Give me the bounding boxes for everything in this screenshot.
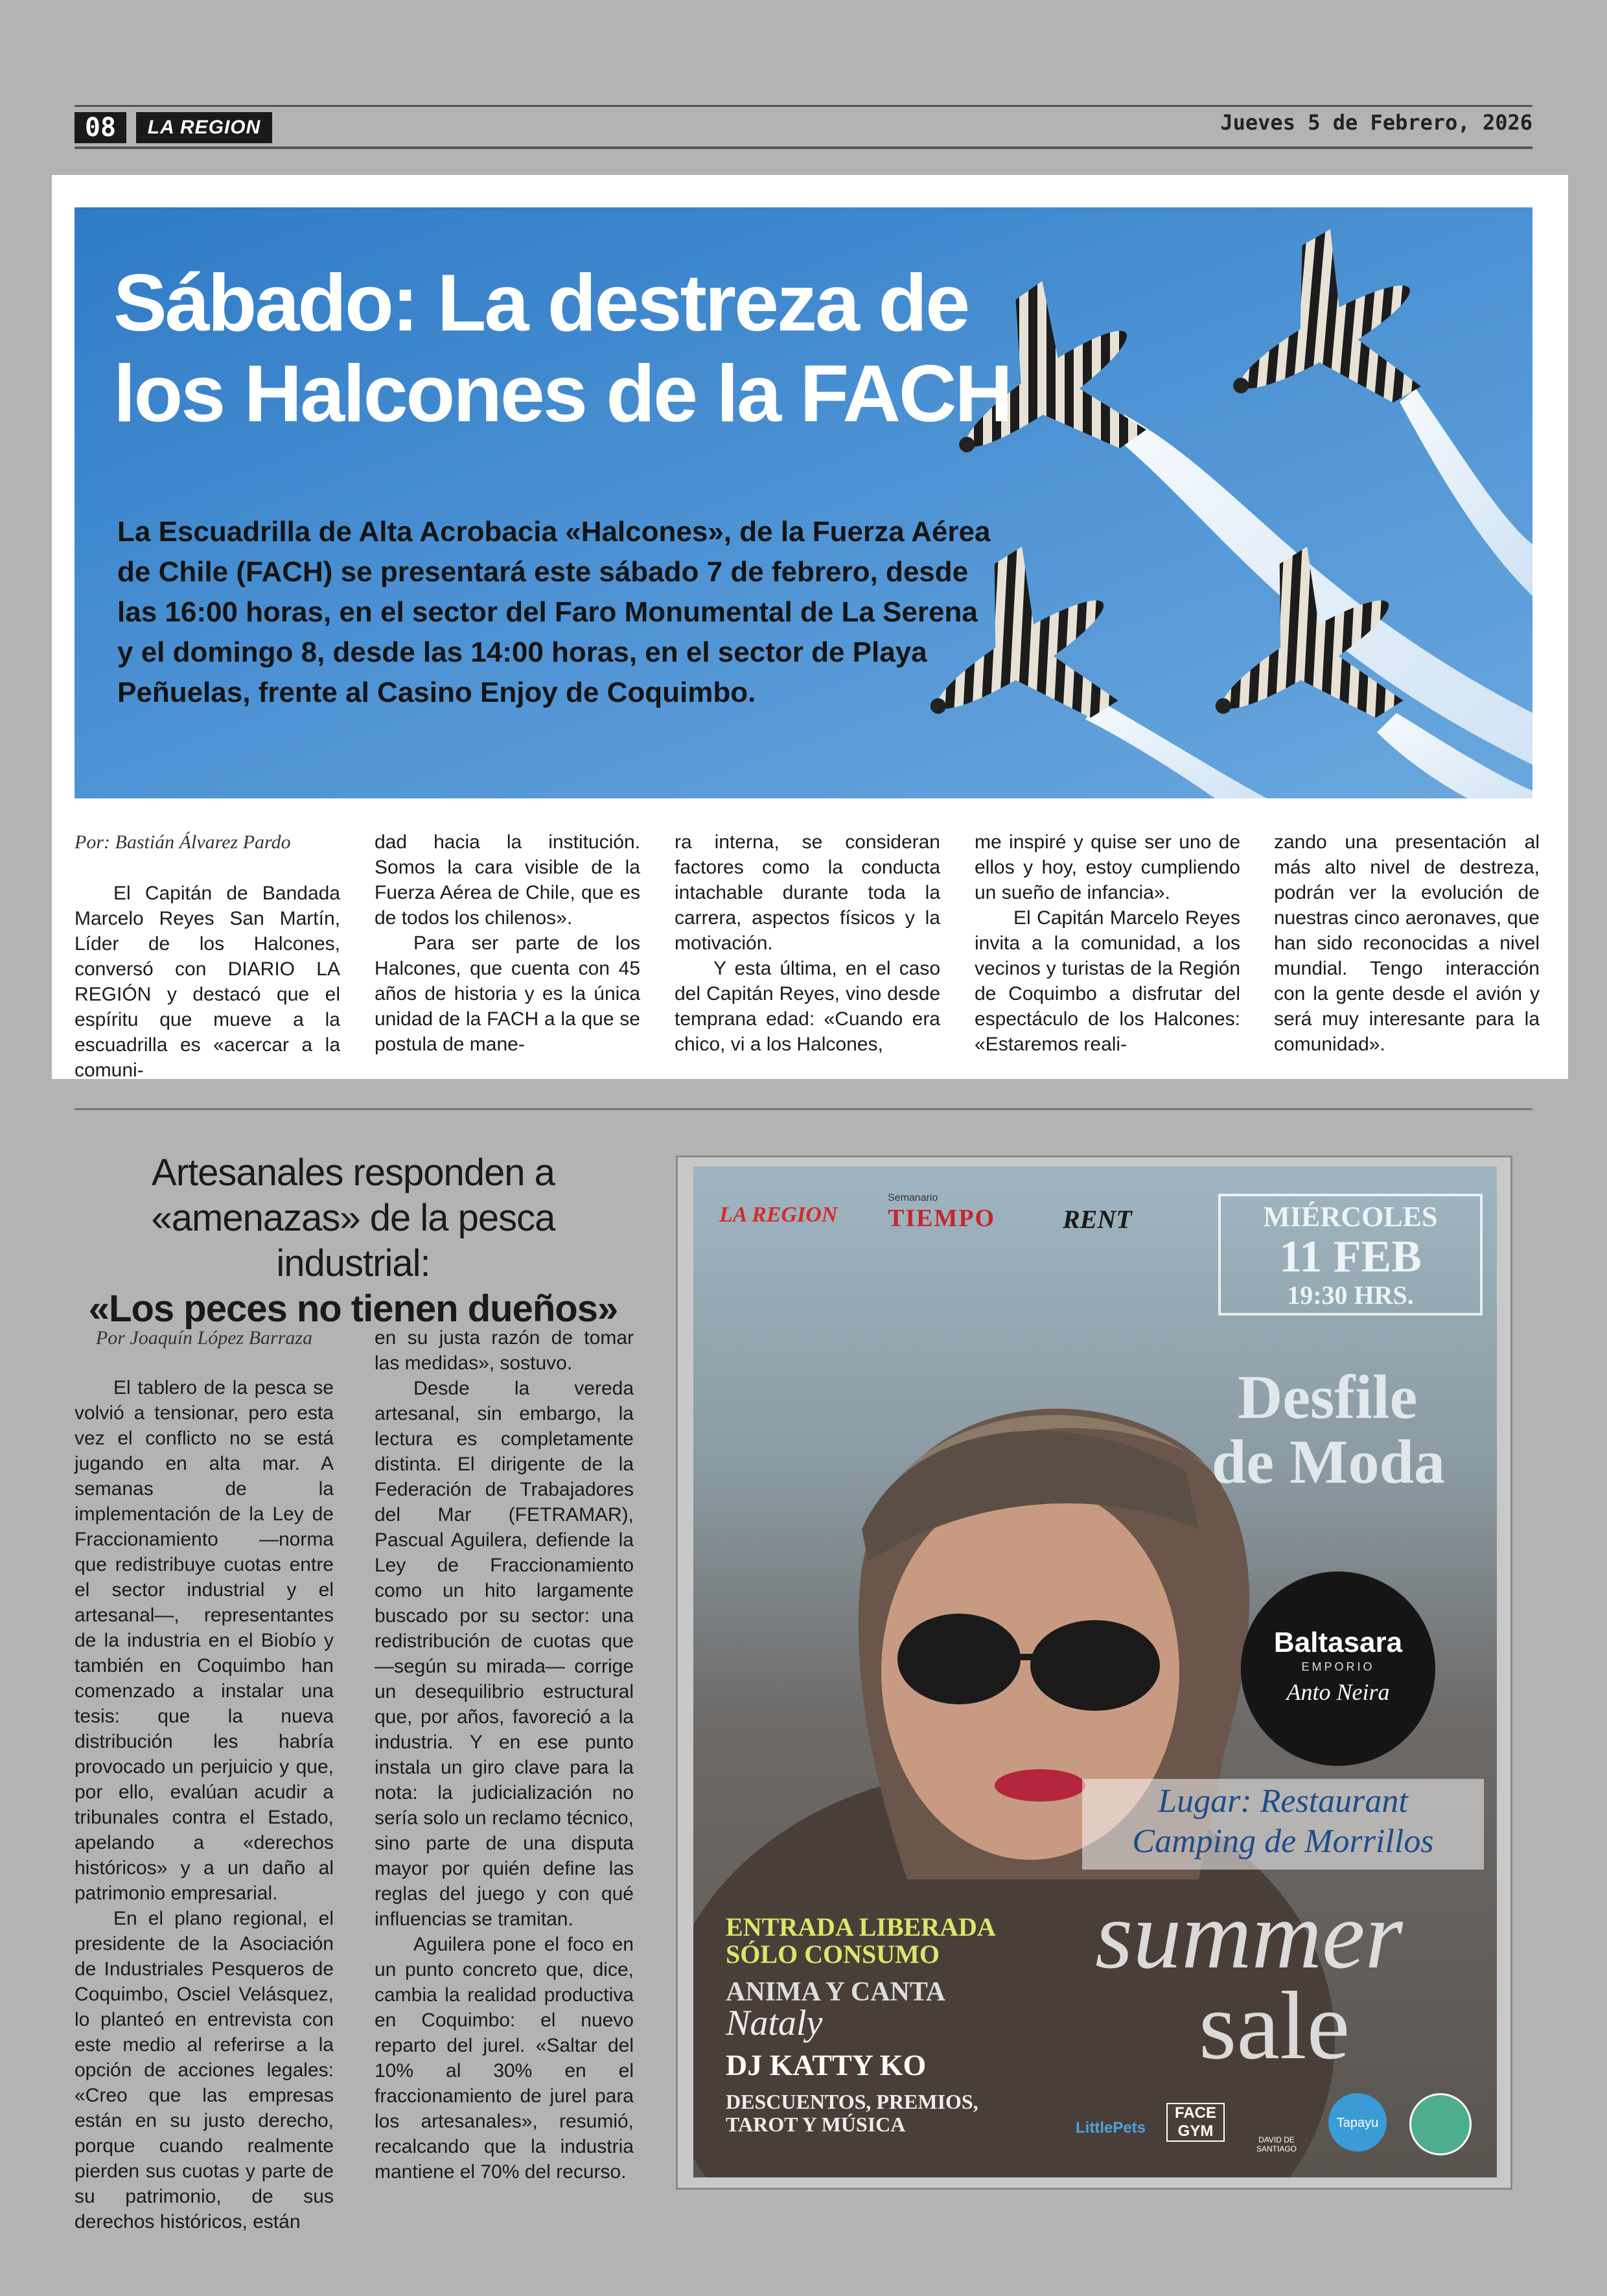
section-divider (75, 1108, 1532, 1110)
article-column-5 (1274, 829, 1540, 1057)
article2-headline (75, 1150, 632, 1332)
paragraph: El Capitán de Bandada Marcelo Reyes San Martín, Líder de los Halcones, conversó con DIARIO LA REGIÓN y destacó que el espíritu que mueve a la escuadrilla es «acercar a la comuni- (75, 883, 340, 1081)
sponsor-sub: EMPORIO (1301, 1660, 1375, 1673)
ad-logo-tiempo: TIEMPO (888, 1205, 996, 1232)
paragraph: Desde la vereda artesanal, sin embargo, la lectura es completamente distinta. El dirigente de la Federación de Trabajadores del Mar (FETRAMAR), Pascual Aguilera, defiende la Ley de Fraccionamiento como un hito largamente buscado por su sector: una redistribución de cuotas que —según su mirada— corrige un desequilibrio estructural que, por años, favoreció a la industria. Y en ese punto instala un giro clave para la nota: la judicialización no sería solo un reclamo técnico, sino parte de una disputa mayor por quién define las reglas del juego y con qué influencias se tramitan. (375, 1378, 634, 1930)
article-column-3 (675, 829, 940, 1057)
ad-event-line2: de Moda (1212, 1427, 1445, 1496)
article-lead: La Escuadrilla de Alta Acrobacia «Halcones», de la Fuerza Aérea de Chile (FACH) se presentará este sábado 7 de febrero, desde las 16:00 horas, en el sector del Faro Monumental de La Serena y el domingo 8, desde las 14:00 horas, en el sector de Playa Peñuelas, frente al Casino Enjoy de Coquimbo. (117, 516, 991, 708)
host-line1: ANIMA Y CANTA (726, 1977, 946, 2007)
footer-logo-david: DAVID DE SANTIAGO (1256, 2135, 1297, 2153)
paragraph: ra interna, se consideran factores como la conducta intachable durante toda la carrera, aspectos físicos y la motivación. (675, 831, 940, 954)
sponsor-signature: Anto Neira (1286, 1679, 1390, 1705)
place-line2: Camping de Morrillos (1132, 1823, 1434, 1860)
article2-byline: Por Joaquín López Barraza (95, 1327, 313, 1349)
headline-line: «Los peces no tienen dueños» (88, 1288, 618, 1330)
article2-column-1 (75, 1325, 334, 2234)
article-byline: Por: Bastián Álvarez Pardo (75, 831, 291, 853)
page-number: 08 (75, 112, 126, 143)
paragraph: me inspiré y quise ser uno de ellos y hoy, estoy cumpliendo un sueño de infancia». (975, 831, 1240, 903)
paragraph: El Capitán Marcelo Reyes invita a la comunidad, a los vecinos y turistas de la Región de Coquimbo a disfrutar del espectáculo de los Halcones: «Estaremos reali- (975, 907, 1240, 1055)
hero-photo (75, 207, 1532, 798)
newspaper-brand: LA REGION (136, 112, 272, 143)
entry-line2: SÓLO CONSUMO (726, 1940, 940, 1969)
paragraph: Y esta última, en el caso del Capitán Reyes, vino desde temprana edad: «Cuando era chico, vi a los Halcones, (675, 958, 940, 1055)
paragraph: Para ser parte de los Halcones, que cuenta con 45 años de historia y es la única unidad de la FACH a la que se postula de mane- (375, 933, 640, 1055)
article-column-4 (975, 829, 1240, 1057)
host-line2: Nataly (726, 2003, 823, 2043)
paragraph: dad hacia la institución. Somos la cara visible de la Fuerza Aérea de Chile, que es de todos los chilenos». (375, 831, 640, 929)
article-column-1 (75, 829, 340, 1083)
ad-time: 19:30 HRS. (1287, 1281, 1414, 1310)
footer-logo-tapayu: Tapayu (1336, 2116, 1379, 2130)
ad-day: MIÉRCOLES (1263, 1201, 1438, 1233)
paragraph: En el plano regional, el presidente de la Asociación de Industriales Pesqueros de Coquimbo, Osciel Velásquez, lo planteó en entrevista con este medio al referirse a la opción de acciones legales: «Creo que las empresas están en su justo derecho, porque cuando realmente pierden sus cuotas y parte de su patrimonio, de sus derechos históricos, están (75, 1908, 334, 2232)
headline-line: «amenazas» de la pesca industrial: (151, 1197, 555, 1284)
paragraph: El tablero de la pesca se volvió a tensionar, pero esta vez el conflicto no se está jugando en alta mar. A semanas de la implementación de la Ley de Fraccionamiento —norma que redistribuye cuotas entre el sector industrial y el artesanal—, representantes de la industria en el Biobío y también en Coquimbo han comenzado a instalar una tesis: que la nueva distribución les habría provocado un perjuicio y que, por ello, evalúan acudir a tribunales contra el Estado, apelando a «derechos históricos» y a un daño al patrimonio empresarial. (75, 1377, 334, 1904)
paragraph: zando una presentación al más alto nivel de destreza, podrán ver la evolución de nuestras cinco aeronaves, que han sido reconocidas a nivel mundial. Tengo interacción con la gente desde el avión y será muy interesante para la comunidad». (1274, 831, 1540, 1055)
paragraph: en su justa razón de tomar las medidas», sostuvo. (375, 1327, 634, 1374)
paragraph: Aguilera pone el foco en un punto concreto que, dice, cambia la realidad productiva en Coquimbo: el nuevo reparto del jurel. «Saltar del 10% al 30% en el fraccionamiento de jurel para los artesanales», resumió, recalcando que la industria mantiene el 70% del recurso. (375, 1934, 634, 2183)
ad-logo-rent: RENT (1063, 1205, 1132, 1234)
advertisement (693, 1166, 1497, 2177)
place-line1: Lugar: Restaurant (1158, 1783, 1408, 1820)
issue-date: Jueves 5 de Febrero, 2026 (1220, 110, 1532, 135)
ad-event-line1: Desfile (1238, 1362, 1418, 1432)
ad-logo-laregion: LA REGION (719, 1203, 838, 1227)
article2-column-2 (375, 1325, 634, 2185)
footer-logo-facegym: FACE GYM (1166, 2103, 1225, 2142)
article-title: Sábado: La destreza de los Halcones de la FACH (113, 259, 1011, 439)
headline-line: Artesanales responden a (152, 1152, 555, 1194)
footer-logo-seal (1409, 2093, 1472, 2155)
sale-line2: sale (1199, 1972, 1350, 2080)
extras-line2: TAROT Y MÚSICA (726, 2113, 906, 2136)
sale-line1: summer (1095, 1881, 1403, 1989)
footer-logo-littlepets: LittlePets (1076, 2119, 1146, 2137)
article-column-2 (375, 829, 640, 1057)
entry-line1: ENTRADA LIBERADA (726, 1912, 996, 1942)
dj-name: DJ KATTY KO (726, 2048, 927, 2081)
ad-date: 11 FEB (1279, 1232, 1422, 1282)
header-rule-bottom (75, 146, 1532, 149)
extras-line1: DESCUENTOS, PREMIOS, (726, 2090, 978, 2113)
sponsor-name: Baltasara (1273, 1627, 1403, 1658)
ad-logo-semanario: Semanario (888, 1192, 938, 1203)
header-rule-top (75, 105, 1532, 107)
